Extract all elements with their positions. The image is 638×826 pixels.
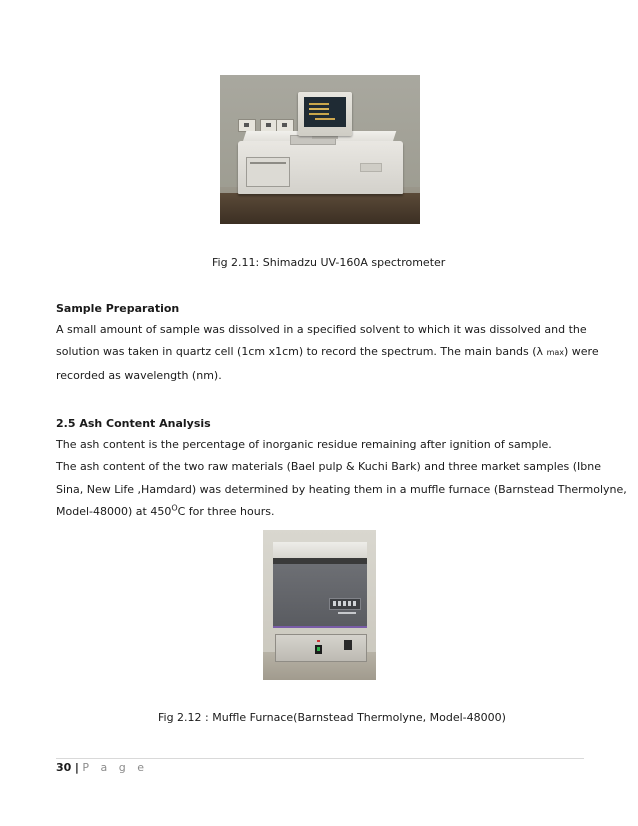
section-heading: Sample Preparation (56, 302, 180, 315)
page-label: P a g e (82, 761, 148, 774)
paragraph-line: A small amount of sample was dissolved in a specified solvent to which it was dissolved and the (56, 323, 587, 336)
section-heading: 2.5 Ash Content Analysis (56, 417, 211, 430)
paragraph-line: Model-48000) at $450^OC$ for three hours. (56, 503, 275, 518)
spectrometer-monitor (298, 92, 352, 136)
spectrometer-photo (220, 75, 420, 224)
paragraph-line: The ash content of the two raw materials (Bael pulp & Kuchi Bark) and three market samples (Ibne (56, 460, 602, 474)
sample-compartment (246, 157, 290, 187)
power-switch (315, 645, 322, 654)
sample-preparation-paragraph (56, 319, 599, 387)
indicator-light (317, 640, 320, 642)
footer-separator: | (74, 761, 79, 774)
page-footer (56, 761, 148, 774)
superscript: O (171, 503, 178, 513)
furnace-display (329, 598, 361, 610)
furnace-chamber (273, 564, 367, 626)
paragraph-line: solution was taken in quartz cell (1cm x1cm) to record the spectrum. The main bands (λ max) were (56, 345, 599, 359)
muffle-furnace-photo (263, 530, 376, 680)
paragraph-line: recorded as wavelength (nm). (56, 368, 222, 382)
paragraph-line: Sina, New Life ,Hamdard) was determined by heating them in a muffle furnace (Barnstead Thermolyne, (56, 482, 627, 496)
ash-content-paragraph (56, 434, 627, 523)
furnace-lid (273, 542, 367, 558)
paragraph-line: The ash content is the percentage of inorganic residue remaining after ignition of sample. (56, 438, 552, 451)
footer-divider (56, 758, 584, 759)
control-knob (344, 640, 352, 650)
figure-caption: Fig 2.11: Shimadzu UV-160A spectrometer (212, 256, 446, 269)
figure-caption: Fig 2.12 : Muffle Furnace(Barnstead Thermolyne, Model-48000) (158, 711, 506, 724)
page-number: 30 (56, 761, 72, 774)
subscript: max (546, 348, 564, 358)
